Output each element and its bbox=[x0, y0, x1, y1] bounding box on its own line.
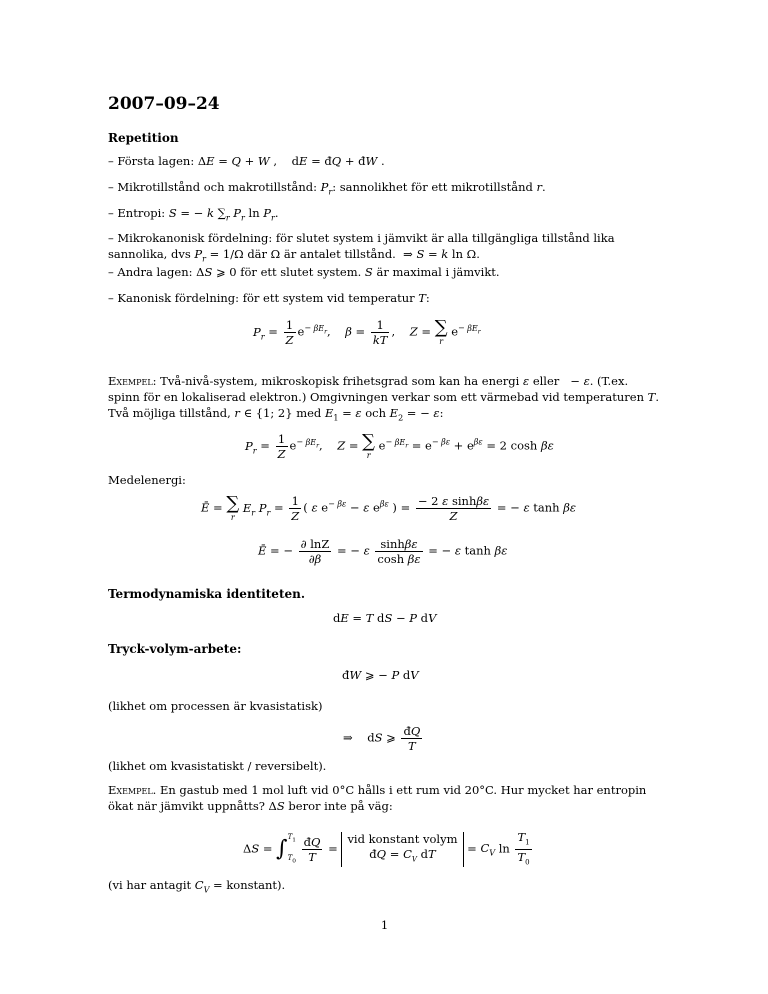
repetition-heading: Repetition bbox=[108, 131, 179, 145]
entropy-inequality: ⇒ dS ⩾ $\frac{đQ}{T}$ bbox=[343, 724, 421, 753]
example-label: Exempel: bbox=[108, 374, 157, 388]
mean-energy-equation-1: Ē = ∑ r $E_r$ $P_r$ = $\frac{1}{Z}$ ( ε $e^{- \beta\varepsilon} - \varepsilon$ $e^{\beta\varepsilon}$ ) = $\frac{\text{− 2 ε sinhβε}}{Z}$ = − ε tanh βε bbox=[201, 493, 577, 523]
pv-work-heading: Tryck-volym-arbete: bbox=[108, 642, 242, 656]
bracket-line-1: vid konstant volym bbox=[347, 831, 458, 846]
canonical-equation: $P_r$ = $\frac{1}{Z}$ $e^{- \beta E_r}$, β = $\frac{1}{kT}$ , Z = ∑ r $e^{- \beta E_r}$ bbox=[253, 317, 481, 347]
partition-function-equation: $P_r$ = $\frac{1}{Z}$ $e^{- \beta E_r}$, Z = ∑ r $e^{- \beta E_r} = e^{- \beta\varepsilon} + e^{\beta\varepsilon} = 2$ cosh βε bbox=[245, 431, 554, 461]
note-quasistatic: (likhet om processen är kvasistatisk) bbox=[108, 699, 323, 713]
pv-work-equation: đW ⩾ − P dV bbox=[342, 668, 419, 682]
bullet-microstates: – Mikrotillstånd och makrotillstånd: $P_r$: sannolikhet för ett mikrotillstånd r. bbox=[108, 180, 546, 197]
example-label-2: Exempel. bbox=[108, 783, 157, 797]
assumption-note: (vi har antagit $C_V$ = konstant). bbox=[108, 878, 286, 895]
bullet-canonical: – Kanonisk fördelning: för ett system vid temperatur T: bbox=[108, 291, 430, 305]
note-reversible: (likhet om kvasistatiskt / reversibelt). bbox=[108, 759, 327, 773]
thermo-identity-heading: Termodynamiska identiteten. bbox=[108, 587, 306, 601]
bullet-microcanonical: – Mikrokanonisk fördelning: för slutet system i jämvikt är alla tillgängliga tillstånd lika sannolika, dvs $P_r = 1/\Omega$ där Ω är antalet tillstånd. ⇒ S = k ln Ω. bbox=[108, 231, 615, 264]
bullet-entropy: – Entropi: S = − k $\sum_r$ $P_r$ $\ln P_r$. bbox=[108, 206, 279, 223]
medelenergi-label: Medelenergi: bbox=[108, 473, 186, 487]
example-gas-tube: Exempel. En gastub med 1 mol luft vid 0°C hålls i ett rum vid 20°C. Hur mycket har entropin ökat när jämvikt uppnåtts? ΔS beror inte på väg: bbox=[108, 783, 647, 813]
page-number: 1 bbox=[380, 918, 389, 932]
mean-energy-equation-2: Ē = − $\frac{\partial \ln Z}{\partial\beta}$ = − ε $\frac{\sinh\beta\varepsilon}{\text{cosh βε}}$ = − ε tanh βε bbox=[258, 537, 508, 566]
condition-bracket: vid konstant volym đQ = $C_V$ dT bbox=[341, 832, 463, 867]
thermo-identity-equation: dE = T dS − P dV bbox=[333, 611, 437, 625]
bullet-first-law: – Första lagen: ΔE = Q + W , dE = đQ + đW . bbox=[108, 154, 385, 168]
date-heading: 2007–09–24 bbox=[108, 94, 220, 114]
entropy-change-equation: $\Delta S = \int T_1$ $T_0$ $\frac{đQ}{T}$ = vid konstant volym đQ = $C_V$ dT = $C_V$ ln $\frac{T_1}{T_0}$ bbox=[243, 829, 530, 867]
bullet-second-law: – Andra lagen: ΔS ⩾ 0 för ett slutet system. S är maximal i jämvikt. bbox=[108, 265, 500, 279]
example-two-level: Exempel: Två-nivå-system, mikroskopisk frihetsgrad som kan ha energi ε eller − ε. (T.ex. spinn för en lokaliserad elektron.) Omgivningen verkar som ett värmebad vid temperaturen T. Två möjliga tillstånd, r ∈ {1; 2} med $E_1 = \varepsilon$ och $E_2$ = − ε: bbox=[108, 374, 659, 423]
